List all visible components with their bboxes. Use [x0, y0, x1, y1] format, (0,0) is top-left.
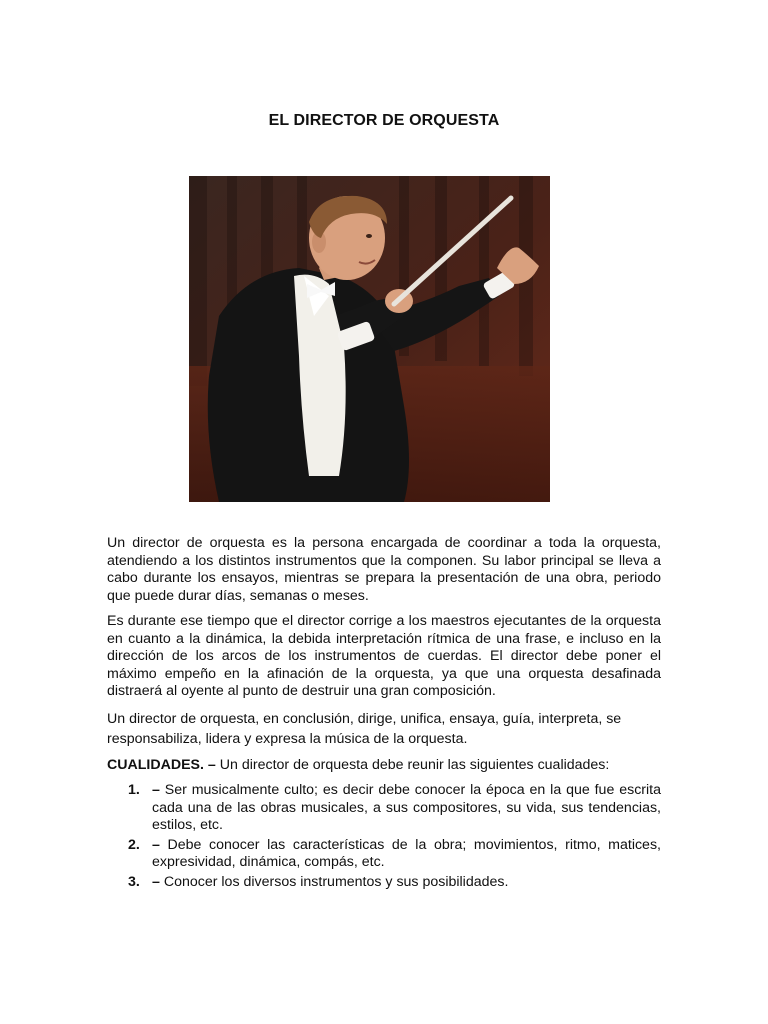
list-item-text: Ser musicalmente culto; es decir debe conocer la época en la que fue escrita cada una de las obras musicales, a sus compositores, su vida, sus tendencias, estilos, etc.: [152, 782, 661, 833]
list-item: [107, 782, 661, 835]
list-item: [107, 874, 661, 892]
list-item: [107, 837, 661, 872]
qualities-intro: [107, 757, 661, 775]
list-item-dash: –: [152, 782, 160, 798]
list-item-dash: –: [152, 836, 160, 853]
paragraph-conclusion: Un director de orquesta, en conclusión, dirige, unifica, ensaya, guía, interpreta, se responsabiliza, lidera y expresa la música de la orquesta.: [107, 710, 622, 747]
paragraph-intro: Un director de orquesta es la persona encargada de coordinar a toda la orquesta, atendiendo a los distintos instrumentos que la componen. Su labor principal se lleva a cabo durante los ensayos, mientras se prepara la presentación de una obra, periodo que puede durar días, semanas o meses.: [107, 535, 661, 604]
list-item-dash: –: [152, 873, 160, 890]
qualities-list: [107, 782, 661, 891]
qualities-intro-text: Un director de orquesta debe reunir las siguientes cualidades:: [215, 756, 610, 773]
page-title: EL DIRECTOR DE ORQUESTA: [268, 112, 500, 129]
qualities-separator: . –: [200, 756, 216, 773]
list-item-number: 1.: [128, 782, 140, 798]
conductor-photo: [189, 176, 550, 502]
list-item-number: 2.: [128, 836, 140, 853]
body-text: [107, 535, 661, 893]
list-item-text: Debe conocer las características de la obra; movimientos, ritmo, matices, expresividad, dinámica, compás, etc.: [152, 836, 661, 870]
list-item-text: Conocer los diversos instrumentos y sus posibilidades.: [159, 873, 509, 890]
qualities-label: CUALIDADES: [107, 756, 201, 773]
list-item-number: 3.: [128, 873, 140, 890]
conductor-illustration: [189, 176, 550, 502]
paragraph-rehearsal: Es durante ese tiempo que el director corrige a los maestros ejecutantes de la orquesta en cuanto a la dinámica, la debida interpretación rítmica de una frase, e incluso en la dirección de los arcos de los instrumentos de cuerdas. El director debe poner el máximo empeño en la afinación de la orquesta, ya que una orquesta desafinada distraerá al oyente al punto de destruir una gran composición.: [107, 613, 661, 699]
